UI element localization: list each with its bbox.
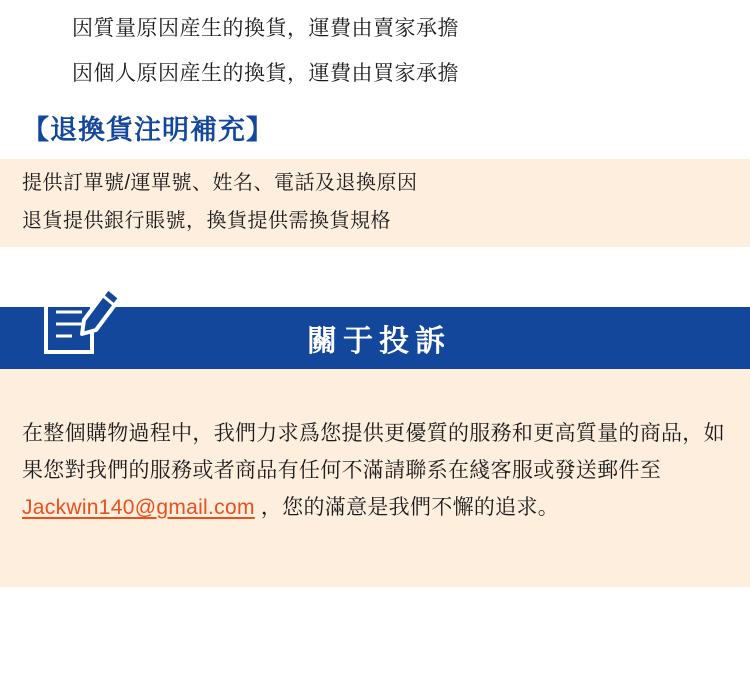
return-note-line-1: 提供訂單號/運單號、姓名、電話及退換原因 [22,172,418,194]
complaint-text-box [0,369,750,587]
return-note-line-2: 退貨提供銀行賬號，換貨提供需換貨規格 [22,210,391,232]
pencil-note-icon [38,274,124,360]
return-note-box [0,159,750,247]
complaint-text-after: ，您的滿意是我們不懈的追求。 [254,495,560,519]
complaint-text-before: 在整個購物過程中，我們力求爲您提供更優質的服務和更高質量的商品，如果您對我們的服務或者商品有任何不滿請聯系在綫客服或發送郵件至 [22,422,725,482]
complaint-banner [0,307,750,369]
return-note-heading: 【退換貨注明補充】 [22,115,274,145]
return-policy-lines [0,0,750,84]
complaint-paragraph [0,416,750,526]
complaint-banner-title: 關于投訴 [307,325,451,358]
policy-line-2: 因個人原因産生的換貨，運費由買家承擔 [72,62,459,85]
support-email-link[interactable]: Jackwin140@gmail.com [22,495,255,519]
policy-line-1: 因質量原因産生的換貨，運費由賣家承擔 [72,17,459,40]
